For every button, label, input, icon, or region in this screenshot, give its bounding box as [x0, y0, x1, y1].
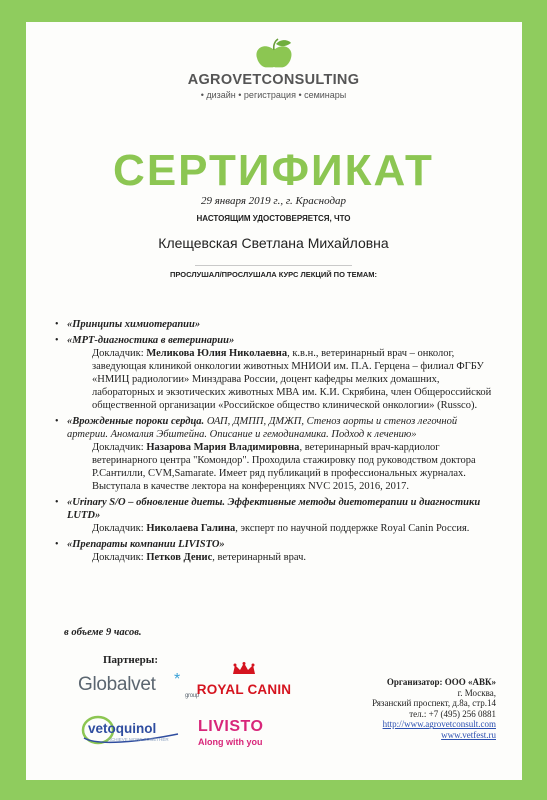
speaker-info: , к.в.н., ветеринарный врач – онколог, заведующая клиникой онкологии животных МНИОИ им. П.А. Герцена – филиал ФГБУ «НМИЦ радиологии» Минздрава России, доцент кафедры мелких домашних, лабораторных и экзотических животных МВА им. К.И. Скрябина, член Общероссийской общественной организации «Российское общество клинической онкологии» (Russco).	[92, 348, 492, 411]
globalvet-group: group	[185, 693, 199, 699]
vetfest-site-link[interactable]: www.vetfest.ru	[441, 729, 496, 740]
topic-description: ОАП, ДМПП, ДМЖП, Стеноз аорты и стеноз легочной артерии. Аномалия Эбштейна. Описание и гемодинамика. Подход к лечению»	[67, 416, 458, 440]
crown-icon	[231, 662, 257, 676]
topic-title: «Врожденные пороки сердца.	[67, 416, 205, 427]
speaker-name: Меликова Юлия Николаевна	[146, 348, 288, 359]
speaker-info: , эксперт по научной поддержке Royal Canin Россия.	[235, 523, 470, 534]
royal-canin-wordmark: ROYAL CANIN	[196, 682, 292, 697]
brand-name: AGROVETCONSULTING	[187, 72, 360, 88]
topic-item	[55, 538, 493, 564]
bullet-icon: •	[55, 497, 59, 508]
speaker-label: Докладчик:	[92, 523, 144, 534]
topic-item	[55, 415, 493, 493]
bullet-icon: •	[55, 539, 59, 550]
topics-list	[55, 318, 493, 567]
globalvet-star-icon: *	[174, 671, 180, 688]
speaker-info: , ветеринарный врач-кардиолог ветеринарного центра "Комондор". Проходила стажировку под руководством доктора Р.Сантилли, CVM,Samarate. Имеет ряд публикаций в профессиональных журналах. Выступала в качестве лектора на конференциях NVC 2015, 2016, 2017.	[92, 442, 476, 492]
royal-canin-logo	[194, 662, 294, 697]
livisto-logo	[198, 718, 263, 747]
speaker-name: Петков Денис	[146, 552, 213, 563]
apple-leaf-icon	[251, 38, 297, 72]
organizer-block	[330, 677, 496, 741]
speaker-label: Докладчик:	[92, 348, 144, 359]
organizer-address: Рязанский проспект, д.8а, стр.14	[372, 698, 496, 709]
speaker-name: Николаева Галина	[146, 523, 236, 534]
speaker-label: Докладчик:	[92, 552, 144, 563]
topic-item	[55, 334, 493, 412]
bullet-icon: •	[55, 335, 59, 346]
certificate-title: СЕРТИФИКАТ	[113, 146, 434, 195]
attended-text: ПРОСЛУШАЛ/ПРОСЛУШАЛА КУРС ЛЕКЦИЙ ПО ТЕМАМ:	[169, 270, 377, 279]
agrovet-logo	[0, 38, 547, 72]
divider	[195, 265, 352, 266]
topic-speaker	[67, 347, 493, 412]
brand-tagline: • дизайн • регистрация • семинары	[200, 90, 347, 100]
organizer-site-link[interactable]: http://www.agrovetconsult.com	[382, 719, 496, 730]
topic-item	[55, 318, 493, 331]
organizer-phone: тел.: +7 (495) 256 0881	[409, 708, 496, 719]
organizer-city: г. Москва,	[457, 687, 496, 698]
course-volume: в объеме 9 часов.	[64, 627, 142, 638]
vetoquinol-logo	[78, 712, 188, 753]
topic-title: «Принципы химиотерапии»	[67, 319, 201, 330]
certify-text: НАСТОЯЩИМ УДОСТОВЕРЯЕТСЯ, ЧТО	[196, 214, 351, 223]
livisto-slogan: Along with you	[198, 737, 263, 747]
globalvet-wordmark: Globalvet	[78, 674, 156, 695]
speaker-info: , ветеринарный врач.	[212, 552, 306, 563]
date-place: 29 января 2019 г., г. Краснодар	[200, 195, 347, 207]
topic-title: «Urinary S/O – обновление диеты. Эффективные методы диетотерапии и диагностики LUTD»	[67, 497, 481, 521]
vetoquinol-slogan: ACHIEVE MORE TOGETHER	[108, 737, 169, 742]
topic-speaker	[67, 441, 493, 493]
topic-speaker	[67, 522, 493, 535]
livisto-wordmark: LIVISTO	[198, 718, 264, 735]
speaker-label: Докладчик:	[92, 442, 144, 453]
topic-title: «Препараты компании LIVISTO»	[67, 539, 225, 550]
recipient-name: Клещевская Светлана Михайловна	[158, 235, 389, 251]
topic-item	[55, 496, 493, 535]
partners-label: Партнеры:	[103, 654, 159, 666]
organizer-label: Организатор: ООО «АВК»	[386, 677, 496, 687]
speaker-name: Назарова Мария Владимировна	[146, 442, 300, 453]
topic-title: «МРТ-диагностика в ветеринарии»	[67, 335, 235, 346]
topic-speaker	[67, 551, 493, 564]
globalvet-logo	[78, 671, 199, 699]
bullet-icon: •	[55, 319, 59, 330]
vetoquinol-wordmark: vetoquinol	[88, 721, 157, 736]
bullet-icon: •	[55, 416, 59, 427]
